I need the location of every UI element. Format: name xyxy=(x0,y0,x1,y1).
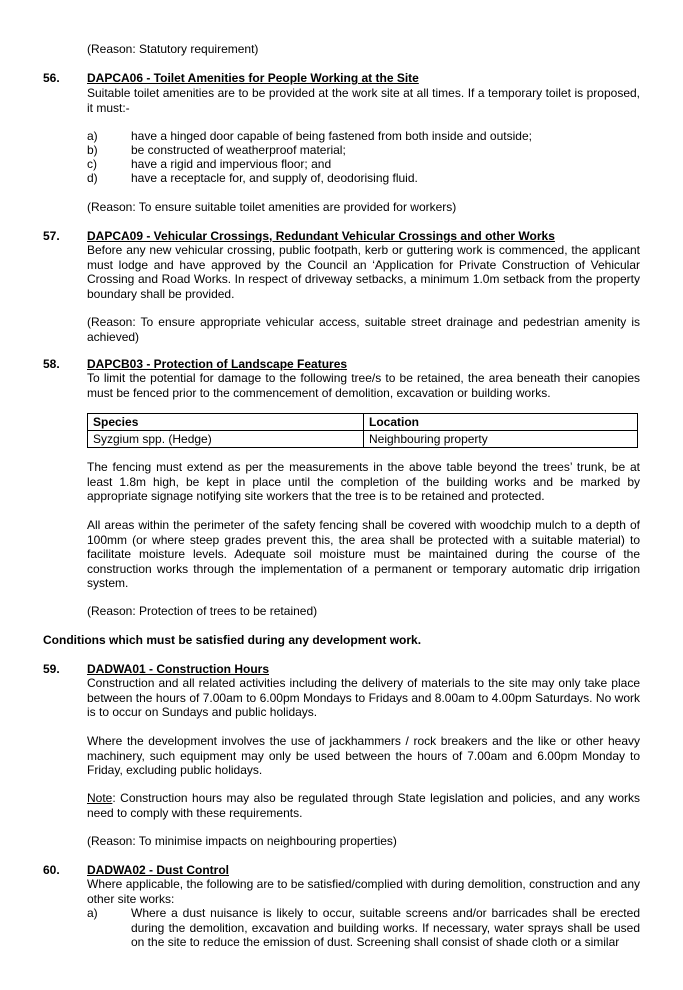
condition-57-body: Before any new vehicular crossing, public footpath, kerb or guttering work is commenced, the applicant must lodge and have approved by the Council an ‘Application for Private Construction of Vehicular Crossing and Road Works. In respect of driveway setbacks, a minimum 1.0m setback from the property boundary shall be provided. xyxy=(87,243,640,301)
note-text: : Construction hours may also be regulated through State legislation and policies, and any works need to comply with these requirements. xyxy=(87,791,640,820)
condition-59-reason: (Reason: To minimise impacts on neighbouring properties) xyxy=(87,834,397,848)
condition-number-56: 56. xyxy=(43,71,60,85)
table-header-location: Location xyxy=(364,414,638,431)
list-item-label: b) xyxy=(87,143,98,157)
list-item-label: a) xyxy=(87,906,98,920)
table-cell-species: Syzgium spp. (Hedge) xyxy=(88,431,364,448)
condition-number-57: 57. xyxy=(43,229,60,243)
list-item-label: d) xyxy=(87,171,98,185)
tree-protection-table xyxy=(87,413,638,448)
condition-59-machinery-paragraph: Where the development involves the use of jackhammers / rock breakers and the like or other heavy machinery, such equipment may only be used between the hours of 7.00am and 6.00pm Monday to Friday, excluding public holidays. xyxy=(87,734,640,777)
condition-56-reason: (Reason: To ensure suitable toilet amenities are provided for workers) xyxy=(87,200,457,214)
reason-statutory: (Reason: Statutory requirement) xyxy=(87,42,259,56)
condition-number-58: 58. xyxy=(43,357,60,371)
list-item-label: c) xyxy=(87,157,97,171)
condition-heading-60: DADWA02 - Dust Control xyxy=(87,863,229,877)
condition-60-intro: Where applicable, the following are to be satisfied/complied with during demolition, construction and any other site works: xyxy=(87,877,640,906)
list-item-text: have a receptacle for, and supply of, deodorising fluid. xyxy=(131,171,418,185)
list-item-label: a) xyxy=(87,129,98,143)
list-item-text: have a rigid and impervious floor; and xyxy=(131,157,332,171)
condition-number-60: 60. xyxy=(43,863,60,877)
condition-57-reason: (Reason: To ensure appropriate vehicular access, suitable street drainage and pedestrian amenity is achieved) xyxy=(87,315,640,344)
table-header-row xyxy=(88,414,638,431)
list-item-text: be constructed of weatherproof material; xyxy=(131,143,346,157)
condition-58-reason: (Reason: Protection of trees to be retained) xyxy=(87,604,318,618)
condition-number-59: 59. xyxy=(43,662,60,676)
condition-59-note xyxy=(87,791,640,820)
condition-58-mulch-paragraph: All areas within the perimeter of the safety fencing shall be covered with woodchip mulch to a depth of 100mm (or where steep grades prevent this, the area shall be protected with a suitable material) to facilitate moisture levels. Adequate soil moisture must be maintained during the course of the construction works through the implementation of a permanent or temporary automatic drip irrigation system. xyxy=(87,518,640,590)
condition-heading-57: DAPCA09 - Vehicular Crossings, Redundant Vehicular Crossings and other Works xyxy=(87,229,555,243)
note-label: Note xyxy=(87,791,113,805)
condition-heading-56: DAPCA06 - Toilet Amenities for People Working at the Site xyxy=(87,71,419,85)
table-cell-location: Neighbouring property xyxy=(364,431,638,448)
condition-58-intro: To limit the potential for damage to the following tree/s to be retained, the area beneath their canopies must be fenced prior to the commencement of demolition, excavation or building works. xyxy=(87,371,640,400)
condition-59-hours-paragraph: Construction and all related activities including the delivery of materials to the site may only take place between the hours of 7.00am to 6.00pm Mondays to Fridays and 8.00am to 4.00pm Saturdays. No work is to occur on Sundays and public holidays. xyxy=(87,676,640,719)
condition-heading-59: DADWA01 - Construction Hours xyxy=(87,662,270,676)
list-item-text: have a hinged door capable of being fastened from both inside and outside; xyxy=(131,129,532,143)
table-header-species: Species xyxy=(88,414,364,431)
table-row xyxy=(88,431,638,448)
condition-heading-58: DAPCB03 - Protection of Landscape Features xyxy=(87,357,348,371)
section-heading: Conditions which must be satisfied during any development work. xyxy=(43,633,422,647)
condition-58-fencing-paragraph: The fencing must extend as per the measurements in the above table beyond the trees’ trunk, be at least 1.8m high, be kept in place until the completion of the building works and be marked by appropriate signage notifying site workers that the tree is to be retained and protected. xyxy=(87,460,640,503)
list-item-text: Where a dust nuisance is likely to occur, suitable screens and/or barricades shall be erected during the demolition, excavation and building works. If necessary, water sprays shall be used on the site to reduce the emission of dust. Screening shall consist of shade cloth or a similar xyxy=(131,906,640,949)
condition-56-intro: Suitable toilet amenities are to be provided at the work site at all times. If a temporary toilet is proposed, it must:- xyxy=(87,86,640,115)
